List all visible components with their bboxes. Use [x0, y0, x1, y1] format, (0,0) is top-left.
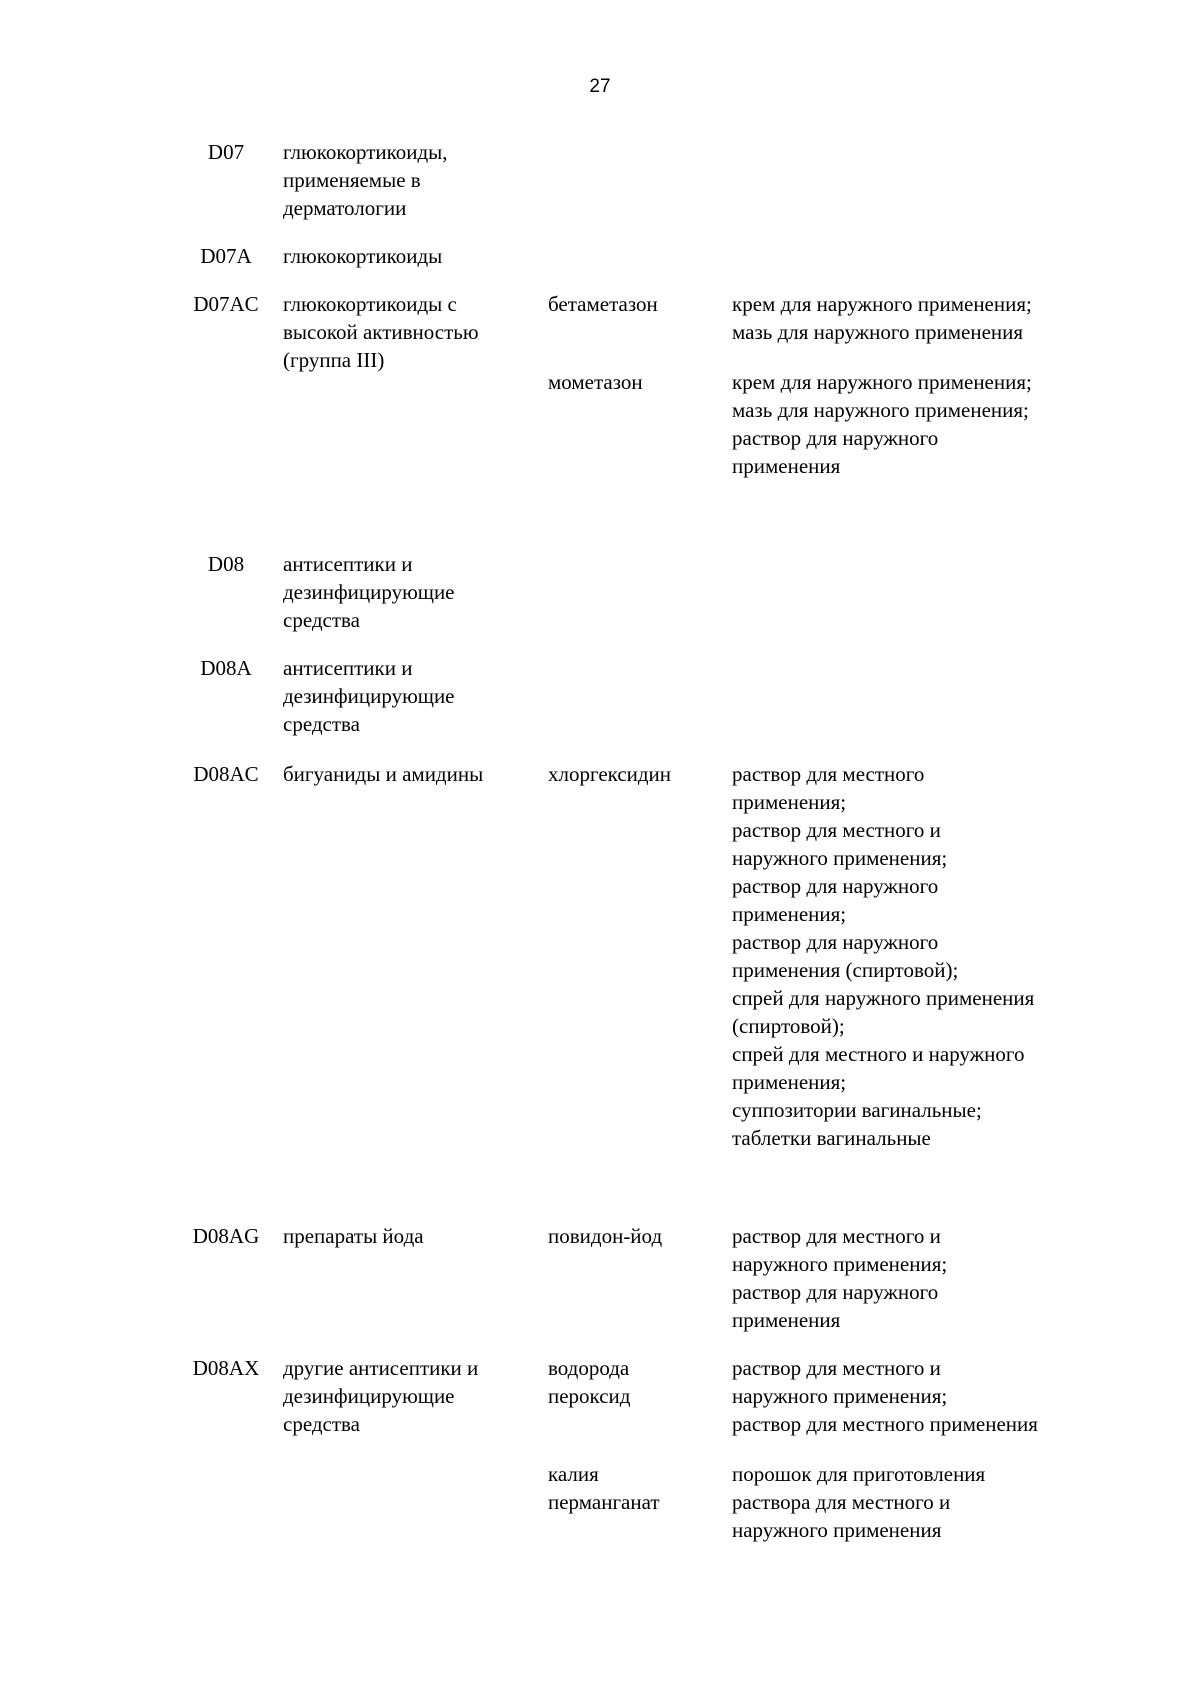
- drug-name: бетаметазон: [548, 292, 658, 316]
- atc-code: D08AG: [192, 1224, 260, 1248]
- atc-code: D07A: [200, 244, 252, 268]
- atc-code: D08AX: [192, 1356, 260, 1380]
- dosage-forms: раствор для местного и наружного применения; раствор для наружного применения: [732, 1224, 948, 1332]
- group-name: препараты йода: [283, 1224, 424, 1248]
- dosage-forms: раствор для местного применения; раствор для местного и наружного применения; раствор для наружного применения; раствор для наружного применения (спиртовой); спрей для наружного применения (спиртовой); спрей для местного и наружного применения; суппозитории вагинальные; таблетки вагинальные: [732, 762, 1035, 1150]
- atc-code: D07AC: [193, 292, 259, 316]
- drug-name: водорода пероксид: [548, 1356, 631, 1408]
- page-number: 27: [589, 76, 611, 97]
- group-name: глюкокортикоиды: [283, 244, 443, 268]
- dosage-forms: раствор для местного и наружного применения; раствор для местного применения: [732, 1356, 1038, 1436]
- atc-code: D08A: [200, 656, 252, 680]
- group-name: глюкокортикоиды, применяемые в дерматологии: [283, 140, 448, 220]
- dosage-forms: крем для наружного применения; мазь для наружного применения: [732, 292, 1032, 344]
- group-name: бигуаниды и амидины: [283, 762, 484, 786]
- drug-name: хлоргексидин: [548, 762, 672, 786]
- group-name: глюкокортикоиды с высокой активностью (группа III): [283, 292, 479, 372]
- atc-code: D08AC: [193, 762, 259, 786]
- group-name: антисептики и дезинфицирующие средства: [283, 656, 455, 736]
- group-name: другие антисептики и дезинфицирующие средства: [283, 1356, 479, 1436]
- drug-name: мометазон: [548, 370, 643, 394]
- drug-name: повидон-йод: [548, 1224, 663, 1248]
- dosage-forms: порошок для приготовления раствора для местного и наружного применения: [732, 1462, 986, 1542]
- group-name: антисептики и дезинфицирующие средства: [283, 552, 455, 632]
- dosage-forms: крем для наружного применения; мазь для наружного применения; раствор для наружного применения: [732, 370, 1032, 478]
- atc-code: D08: [207, 552, 245, 576]
- atc-code: D07: [207, 140, 245, 164]
- drug-name: калия перманганат: [548, 1462, 660, 1514]
